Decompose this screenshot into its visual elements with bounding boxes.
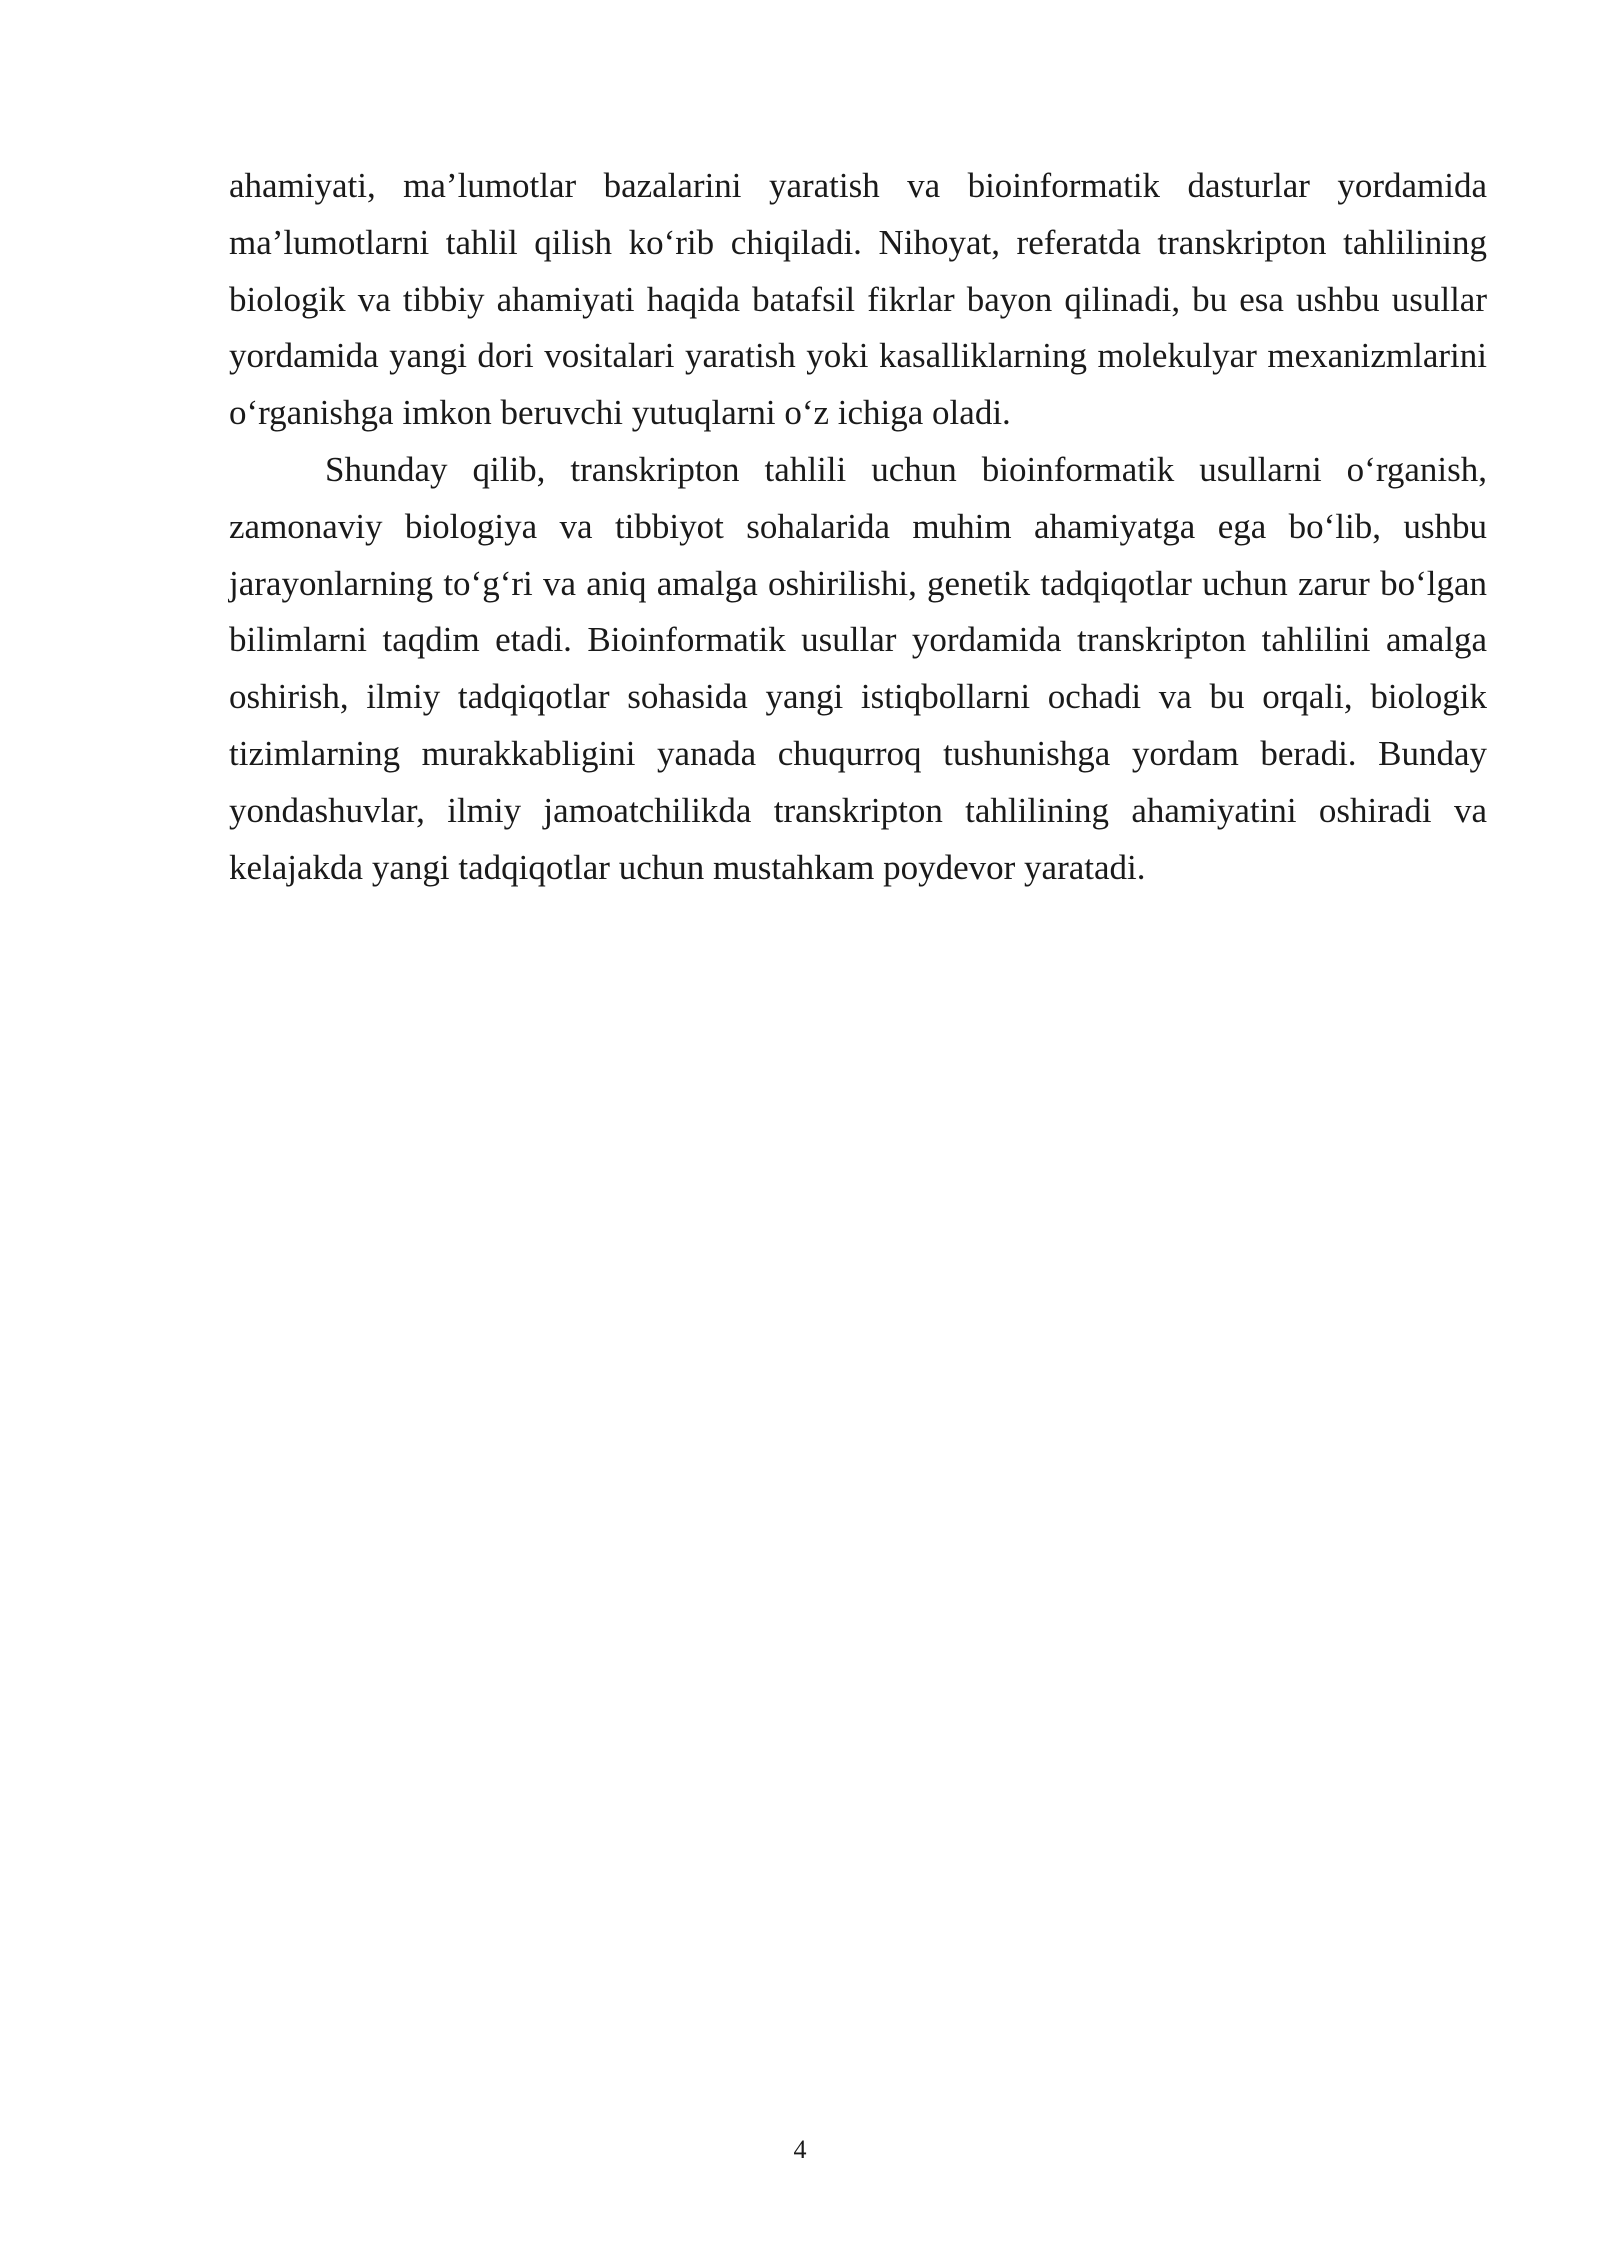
paragraph-conclusion: Shunday qilib, transkripton tahlili uchun bioinformatik usullarni o‘rganish, zamonaviy biologiya va tibbiyot sohalarida muhim ahamiyatga ega bo‘lib, ushbu jarayonlarning to‘g‘ri va aniq amalga oshirilishi, genetik tadqiqotlar uchun zarur bo‘lgan bilimlarni taqdim etadi. Bioinformatik usullar yordamida transkripton tahlilini amalga oshirish, ilmiy tadqiqotlar sohasida yangi istiqbollarni ochadi va bu orqali, biologik tizimlarning murakkabligini yanada chuqurroq tushunishga yordam beradi. Bunday yondashuvlar, ilmiy jamoatchilikda transkripton tahlilining ahamiyatini oshiradi va kelajakda yangi tadqiqotlar uchun mustahkam poydevor yaratadi. — [229, 449, 1487, 887]
page-number: 4 — [793, 2135, 807, 2164]
body-text — [229, 158, 1487, 896]
paragraph-continuation: ahamiyati, ma’lumotlar bazalarini yaratish va bioinformatik dasturlar yordamida ma’lumotlarni tahlil qilish ko‘rib chiqiladi. Nihoyat, referatda transkripton tahlilining biologik va tibbiy ahamiyati haqida batafsil fikrlar bayon qilinadi, bu esa ushbu usullar yordamida yangi dori vositalari yaratish yoki kasalliklarning molekulyar mexanizmlarini o‘rganishga imkon beruvchi yutuqlarni o‘z ichiga oladi. — [229, 166, 1487, 433]
